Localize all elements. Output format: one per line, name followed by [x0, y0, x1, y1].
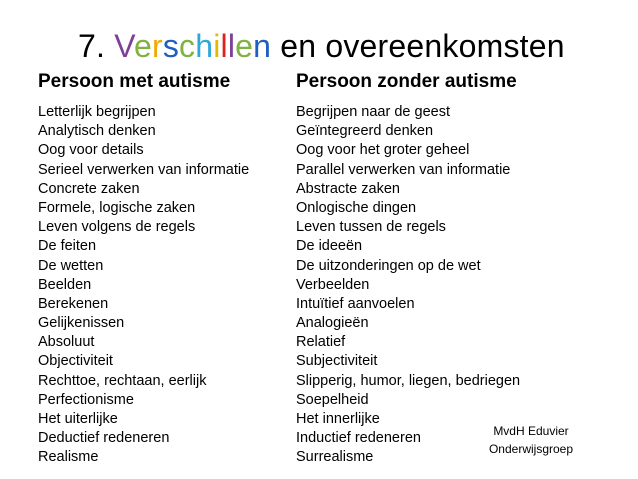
- left-column-list-item: Realisme: [38, 449, 99, 466]
- right-column-list-item: Onlogische dingen: [296, 199, 417, 216]
- credit-text: [481, 422, 581, 458]
- right-column-list-item: Slipperig, humor, liegen, bedriegen: [296, 372, 521, 389]
- right-column-list-item: Inductief redeneren: [296, 430, 421, 447]
- right-column-list-item: Subjectiviteit: [296, 353, 378, 370]
- title-suffix: en overeenkomsten: [271, 28, 565, 64]
- left-column-list-item: Absoluut: [38, 334, 95, 351]
- left-column-list-item: Formele, logische zaken: [38, 199, 196, 216]
- title-letter: s: [162, 28, 180, 64]
- right-column-list-item: Surrealisme: [296, 449, 374, 466]
- right-column-list-item: Soepelheid: [296, 391, 369, 408]
- title-letter: c: [179, 28, 196, 64]
- credit-line-2: Onderwijsgroep: [488, 442, 574, 456]
- left-column-list-item: Serieel verwerken van informatie: [38, 161, 250, 178]
- title-letter: e: [235, 28, 254, 64]
- title-letter: V: [114, 28, 134, 64]
- right-column-heading: Persoon zonder autisme: [296, 71, 517, 92]
- right-column-list-item: Verbeelden: [296, 276, 370, 293]
- right-column-list-item: Oog voor het groter geheel: [296, 142, 470, 159]
- title-letter: r: [151, 28, 163, 64]
- left-column-list-item: Letterlijk begrijpen: [38, 104, 156, 120]
- right-column-list-item: De ideeën: [296, 238, 363, 255]
- right-column-list: [296, 103, 520, 468]
- right-column-list-item: De uitzonderingen op de wet: [296, 257, 481, 274]
- title-letter: h: [195, 28, 214, 64]
- left-column-list-item: Objectiviteit: [38, 353, 113, 370]
- credit-line-1: MvdH Eduvier: [493, 424, 569, 438]
- right-column-list-item: Analogieën: [296, 315, 369, 332]
- title-colored-word: [114, 28, 271, 64]
- left-column-list-item: De wetten: [38, 257, 104, 274]
- right-column-list-item: Leven tussen de regels: [296, 219, 446, 236]
- right-column-list-item: Begrijpen naar de geest: [296, 104, 450, 120]
- left-column-heading: Persoon met autisme: [38, 71, 231, 92]
- title-letter: i: [213, 28, 221, 64]
- left-column-list: [38, 103, 249, 468]
- title-prefix: 7.: [78, 28, 115, 64]
- left-column-list-item: Het uiterlijke: [38, 411, 118, 427]
- left-column-list-item: Perfectionisme: [38, 391, 134, 408]
- right-column-list-item: Het innerlijke: [296, 411, 380, 427]
- right-column-list-item: Intuïtief aanvoelen: [296, 295, 415, 312]
- right-column-list-item: Abstracte zaken: [296, 180, 400, 197]
- left-column-list-item: Beelden: [38, 276, 92, 293]
- title-letter: e: [133, 28, 152, 64]
- right-column-list-item: Parallel verwerken van informatie: [296, 161, 511, 178]
- left-column-list-item: Oog voor details: [38, 142, 144, 159]
- right-column-list-item: Geïntegreerd denken: [296, 123, 434, 140]
- left-column-list-item: Concrete zaken: [38, 180, 140, 197]
- right-column-list-item: Relatief: [296, 334, 346, 351]
- left-column-list-item: De feiten: [38, 238, 97, 255]
- left-column-list-item: Analytisch denken: [38, 123, 156, 140]
- slide-title: [78, 26, 565, 66]
- title-letter: l: [227, 28, 236, 64]
- left-column-list-item: Leven volgens de regels: [38, 219, 196, 236]
- left-column-list-item: Deductief redeneren: [38, 430, 170, 447]
- title-letter: n: [253, 28, 272, 64]
- left-column-list-item: Berekenen: [38, 295, 109, 312]
- title-letter: l: [220, 28, 228, 64]
- left-column-list-item: Gelijkenissen: [38, 315, 125, 332]
- left-column-list-item: Rechttoe, rechtaan, eerlijk: [38, 372, 207, 389]
